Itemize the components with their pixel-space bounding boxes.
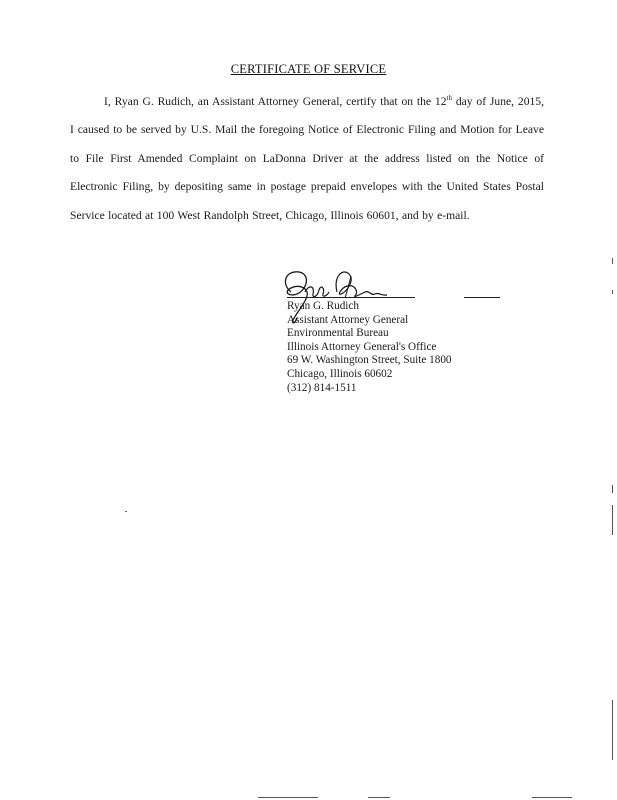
signatory-address	[287, 300, 452, 395]
signatory-bureau: Environmental Bureau	[287, 327, 389, 340]
scan-artifact-mark	[612, 290, 613, 294]
scan-artifact-dash	[532, 797, 572, 798]
scan-artifact-mark	[612, 505, 613, 535]
scan-artifact-dot	[125, 511, 127, 512]
certification-text-part1: I, Ryan G. Rudich, an Assistant Attorney General, certify that on the 12	[104, 95, 447, 108]
signatory-office: Illinois Attorney General's Office	[287, 340, 437, 353]
signatory-city: Chicago, Illinois 60602	[287, 367, 393, 380]
signatory-street: 69 W. Washington Street, Suite 1800	[287, 354, 452, 367]
document-title: CERTIFICATE OF SERVICE	[230, 62, 387, 76]
signatory-phone: (312) 814-1511	[287, 381, 357, 394]
signature-line-extension	[464, 297, 500, 298]
certification-paragraph	[70, 88, 544, 230]
scan-artifact-dash	[258, 797, 318, 798]
signatory-position: Assistant Attorney General	[287, 313, 409, 326]
scan-artifact-dash	[368, 797, 390, 798]
scan-artifact-mark	[612, 700, 613, 760]
signatory-name: Ryan G. Rudich	[287, 300, 359, 312]
signature-line	[287, 297, 415, 298]
scan-artifact-mark	[612, 485, 613, 493]
date-ordinal-suffix: th	[446, 94, 452, 103]
certification-text-part2: day of June, 2015, I caused to be served by U.S. Mail the foregoing Notice of Electronic Filing and Motion for Leave to File First Amended Complaint on LaDonna Driver at the address listed on the Notice of Electronic Filing, by depositing same in postage prepaid envelopes with the United States Postal Service located at 100 West Randolph Street, Chicago, Illinois 60601, and by e-mail.	[70, 95, 544, 222]
scan-artifact-mark	[612, 258, 613, 264]
